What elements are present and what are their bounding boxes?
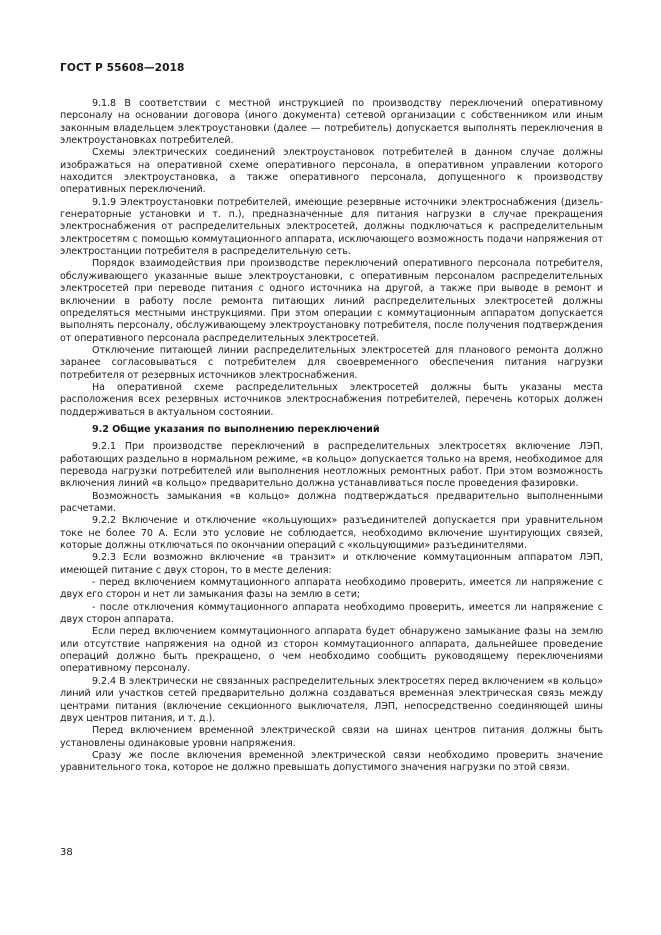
paragraph: Возможность замыкания «в кольцо» должна подтверждаться предварительно выполненными расчетами. [60,490,603,514]
paragraph: Порядок взаимодействия при производстве переключений оперативного персонала потребителя, обслуживающего указанные выше электроустановки, с оперативным персоналом распределительных электросетей при переводе питания с одного источника на другой, а также при выводе в ремонт и включении в работу после ремонта питающих линий распределительных электросетей должны определяться местными инструкциями. При этом операции с коммутационным аппаратом допускается выполнять персоналу, обслуживающему электроустановку потребителя, после получения подтверждения от оперативного персонала распределительных электросетей. [60,258,603,344]
paragraph: На оперативной схеме распределительных электросетей должны быть указаны места расположения всех резервных источников электроснабжения потребителей, перечень которых должен поддерживаться в актуальном состоянии. [60,381,603,418]
paragraph: 9.2.4 В электрически не связанных распределительных электросетях перед включением «в кольцо» линий или участков сетей предварительно должна создаваться временная электрическая связь между центрами питания (включение секционного выключателя, ЛЭП, непосредственно соединяющей шины двух центров питания, и т. д.). [60,675,603,724]
section-heading: 9.2 Общие указания по выполнению переключений [92,423,380,435]
paragraph: Если перед включением коммутационного аппарата будет обнаружено замыкание фазы на землю или отсутствие напряжения на одной из сторон коммутационного аппарата, дальнейшее проведение операций должно быть прекращено, о чем необходимо сообщить руководящему переключениями оперативному персоналу. [60,626,603,675]
paragraph: Схемы электрических соединений электроустановок потребителей в данном случае должны изображаться на оперативной схеме оперативного персонала, в оперативном управлении которого находится электроустановка, а также оперативного персонала, допущенного к производству оперативных переключений. [60,147,603,196]
paragraph: Отключение питающей линии распределительных электросетей для планового ремонта должно заранее согласовываться с потребителем для своевременного обеспечения питания нагрузки потребителя от резервных источников электроснабжения. [60,344,603,381]
paragraph: 9.1.9 Электроустановки потребителей, имеющие резервные источники электроснабжения (дизель-генераторные установки и т. п.), предназначенные для питания нагрузки в случае прекращения электроснабжения от распределительных электросетей, должны подключаться к распределительным электросетям с помощью коммутационного аппарата, исключающего возможность подачи напряжения от электростанции потребителя в распределительную сеть. [60,196,603,258]
paragraph: 9.2.2 Включение и отключение «кольцующих» разъединителей допускается при уравнительном токе не более 70 А. Если это условие не соблюдается, необходимо включение шунтирующих связей, которые должны отключаться по окончании операций с «кольцующими» разъединителями. [60,515,603,552]
paragraph: 9.1.8 В соответствии с местной инструкцией по производству переключений оперативному персоналу на основании договора (иного документа) сетевой организации с собственником или иным законным владельцем электроустановки (далее — потребитель) допускается выполнять переключения в электроустановках потребителей. [60,98,603,147]
paragraph: Перед включением временной электрической связи на шинах центров питания должны быть установлены одинаковые уровни напряжения. [60,725,603,749]
page-number: 38 [60,847,73,858]
list-item: - перед включением коммутационного аппарата необходимо проверить, имеется ли напряжение с двух его сторон и нет ли замыкания фазы на землю в сети; [60,577,603,601]
paragraph: Сразу же после включения временной электрической связи необходимо проверить значение уравнительного тока, которое не должно превышать допустимого значения нагрузки по этой связи. [60,749,603,774]
document-header: ГОСТ Р 55608—2018 [60,62,185,74]
document-body [60,98,603,775]
paragraph: 9.2.3 Если возможно включение «в транзит» и отключение коммутационным аппаратом ЛЭП, имеющей питание с двух сторон, то в месте деления: [60,552,603,576]
paragraph: 9.2.1 При производстве переключений в распределительных электросетях включение ЛЭП, работающих раздельно в нормальном режиме, «в кольцо» допускается только на время, необходимое для перевода нагрузки потребителей или выполнения неотложных ремонтных работ. При этом возможность включения линий «в кольцо» предварительно должна устанавливаться после проведения фазировки. [60,441,603,490]
list-item: - после отключения коммутационного аппарата необходимо проверить, имеется ли напряжение с двух сторон аппарата. [60,601,603,626]
